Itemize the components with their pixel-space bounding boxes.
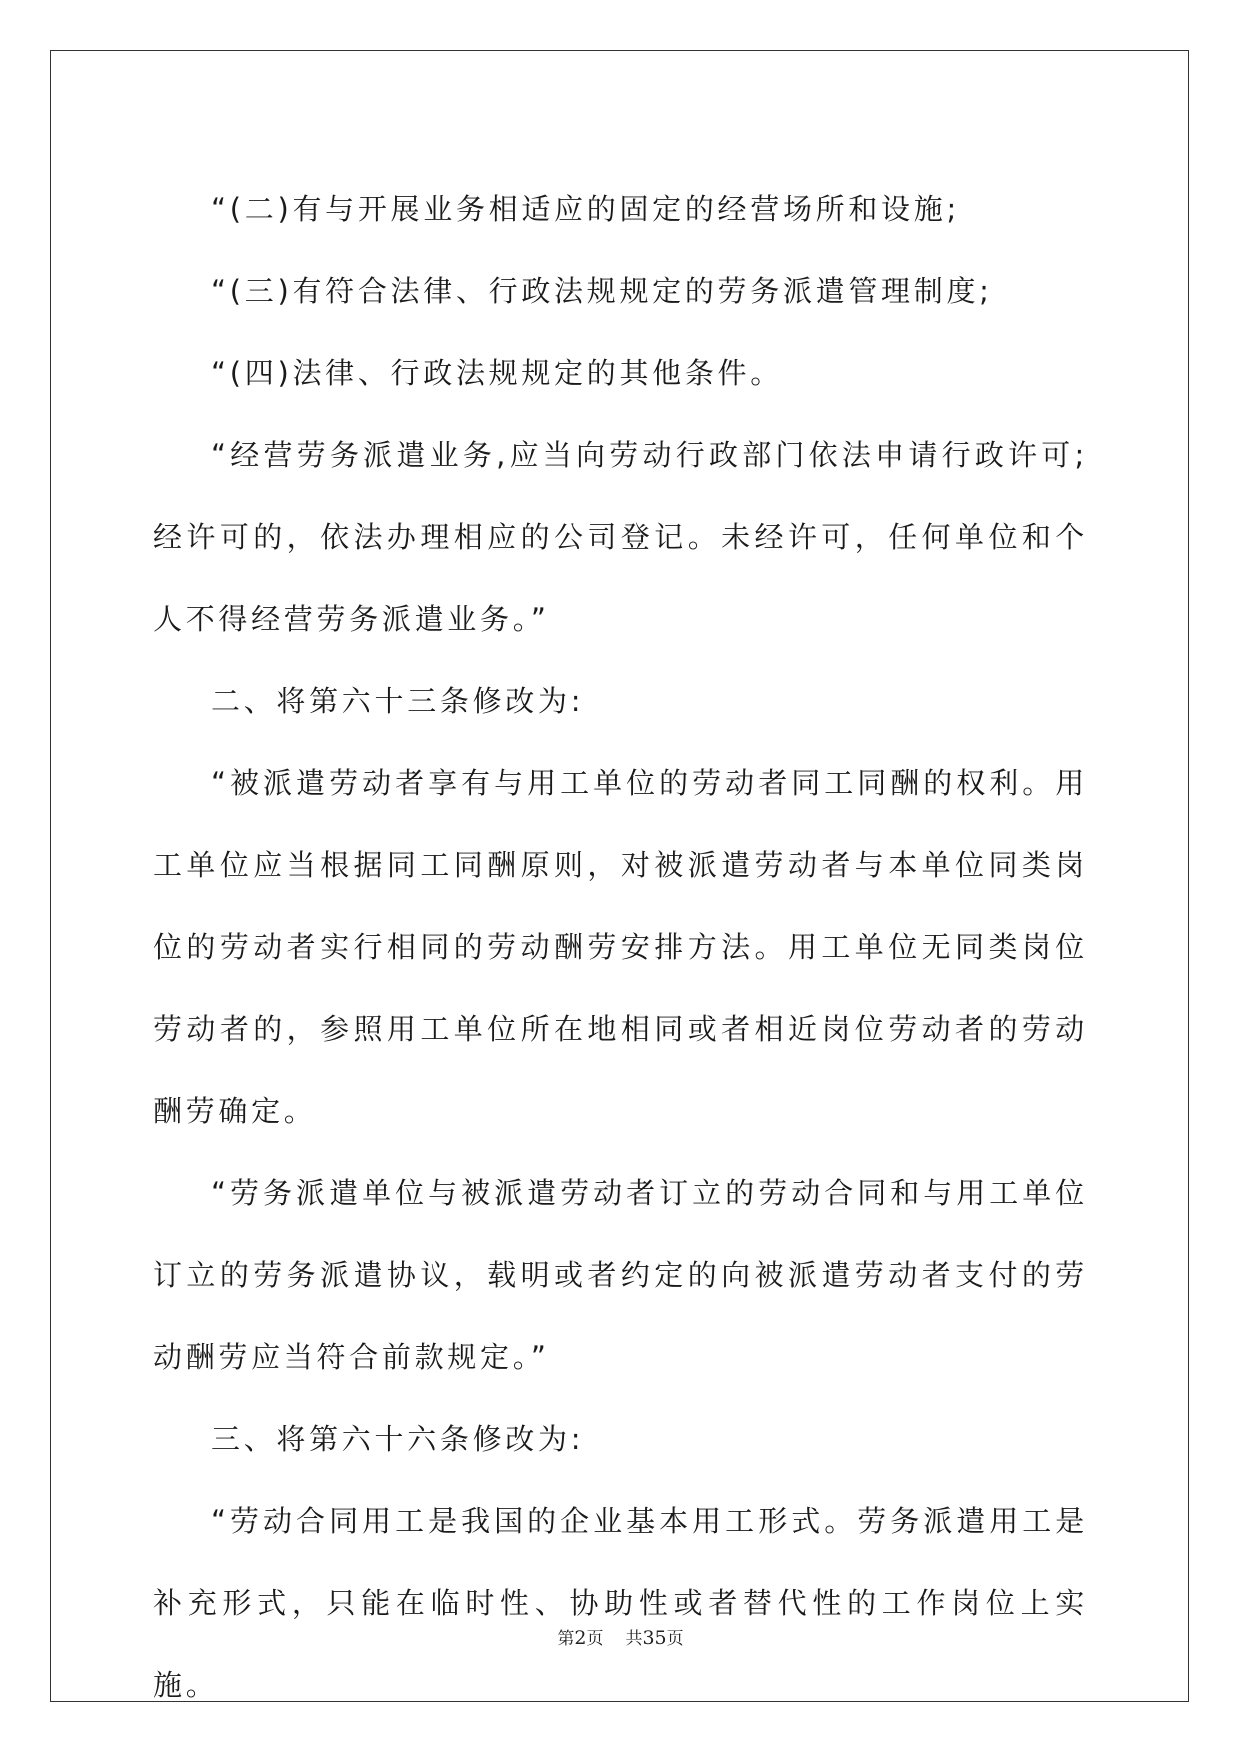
paragraph: “(四)法律、行政法规规定的其他条件。 (211, 356, 783, 390)
paragraph: “经营劳务派遣业务,应当向劳动行政部门依法申请行政许可;经许可的，依法办理相应的公司登记。未经许可，任何单位和个人不得经营劳务派遣业务。” (153, 438, 1088, 636)
section-heading: 二、将第六十三条修改为: (211, 684, 585, 718)
total-suffix: 页 (666, 1629, 684, 1649)
paragraph: “劳务派遣单位与被派遣劳动者订立的劳动合同和与用工单位订立的劳务派遣协议，载明或者约定的向被派遣劳动者支付的劳动酬劳应当符合前款规定。” (153, 1176, 1088, 1374)
page-number: 2 (574, 1627, 587, 1649)
page-suffix: 页 (586, 1629, 604, 1649)
paragraph: “(二)有与开展业务相适应的固定的经营场所和设施; (211, 192, 960, 226)
page-prefix: 第 (557, 1629, 575, 1649)
total-prefix: 共 (625, 1629, 643, 1649)
paragraph: “被派遣劳动者享有与用工单位的劳动者同工同酬的权利。用工单位应当根据同工同酬原则，对被派遣劳动者与本单位同类岗位的劳动者实行相同的劳动酬劳安排方法。用工单位无同类岗位劳动者的，参照用工单位所在地相同或者相近岗位劳动者的劳动酬劳确定。 (153, 766, 1088, 1128)
page-footer (0, 1624, 1241, 1649)
paragraph: “(三)有符合法律、行政法规规定的劳务派遣管理制度; (211, 274, 993, 308)
document-body (153, 168, 1088, 1726)
total-pages: 35 (642, 1627, 667, 1649)
section-heading: 三、将第六十六条修改为: (211, 1422, 585, 1456)
paragraph: “劳动合同用工是我国的企业基本用工形式。劳务派遣用工是补充形式，只能在临时性、协助性或者替代性的工作岗位上实施。 (153, 1504, 1088, 1702)
